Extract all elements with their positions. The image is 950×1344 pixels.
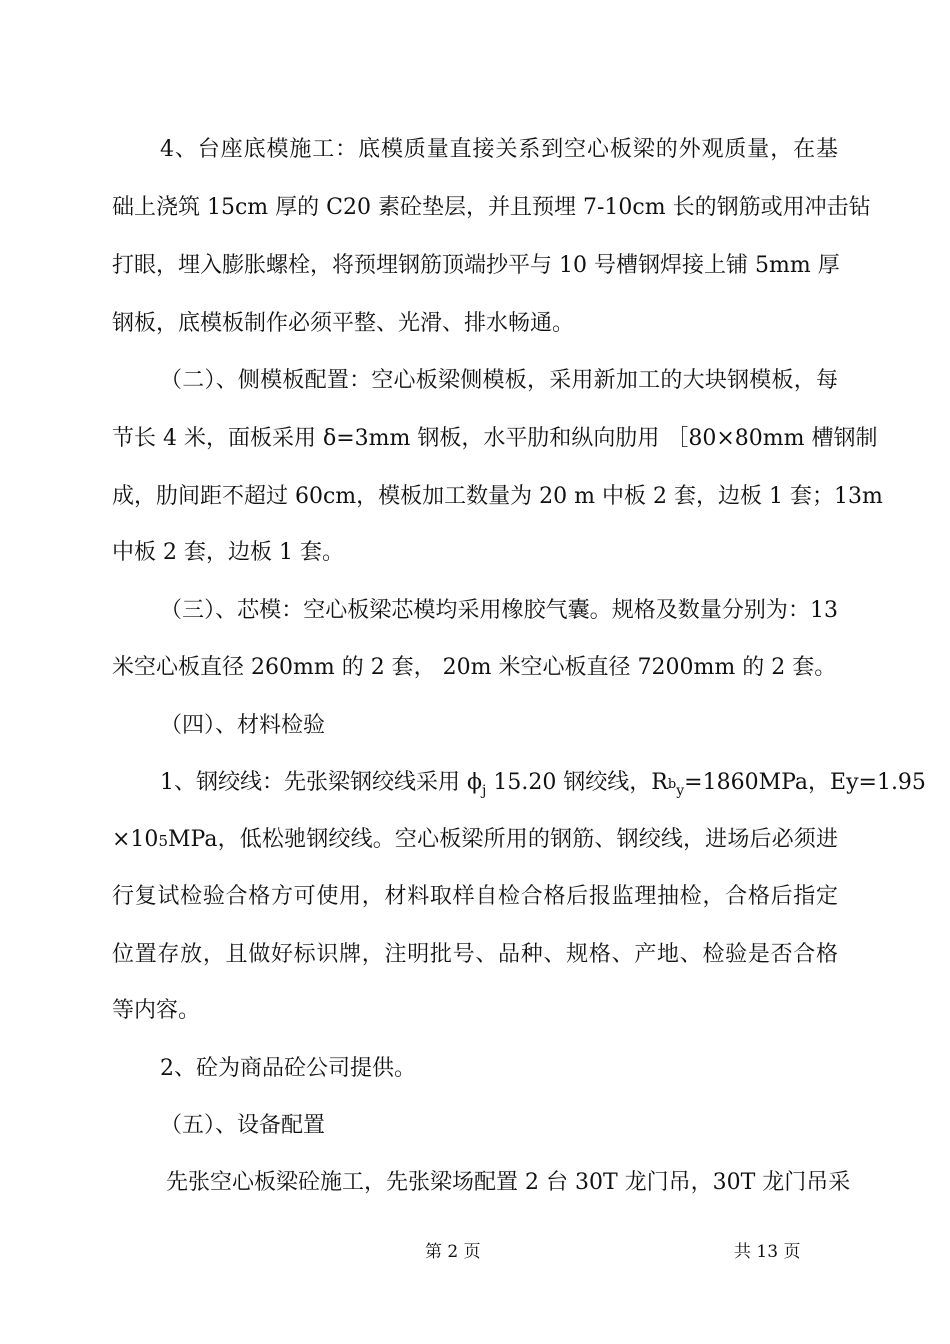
text-segment: =1860MPa，Ey=1.95 — [684, 770, 926, 795]
text-line: （三）、芯模：空心板梁芯模均采用橡胶气囊。规格及数量分别为：13 — [160, 598, 838, 623]
text-line: 打眼，埋入膨胀螺栓，将预埋钢筋顶端抄平与 10 号槽钢焊接上铺 5mm 厚 — [112, 253, 840, 278]
page-number: 第 2 页 — [425, 1242, 481, 1262]
section-heading: （四）、材料检验 — [160, 713, 326, 738]
section-heading: （五）、设备配置 — [160, 1113, 326, 1138]
text-line: 2、砼为商品砼公司提供。 — [160, 1056, 416, 1081]
text-line — [112, 825, 838, 856]
text-line — [160, 768, 926, 801]
superscript: 5 — [158, 832, 168, 850]
text-segment: ×10 — [112, 827, 159, 852]
text-line: （二）、侧模板配置：空心板梁侧模板，采用新加工的大块钢模板，每 — [160, 368, 838, 393]
text-line: 节长 4 米，面板采用 δ=3mm 钢板，水平肋和纵向肋用 ［80×80mm 槽钢制 — [112, 426, 878, 451]
text-line: 行复试检验合格方可使用，材料取样自检合格后报监理抽检，合格后指定 — [112, 884, 838, 909]
text-segment: MPa，低松驰钢绞线。空心板梁所用的钢筋、钢绞线，进场后必须进 — [167, 827, 838, 852]
text-line: 先张空心板梁砼施工，先张梁场配置 2 台 30T 龙门吊，30T 龙门吊采 — [166, 1170, 851, 1195]
text-line: 中板 2 套，边板 1 套。 — [112, 540, 344, 565]
text-line: 等内容。 — [112, 998, 201, 1023]
text-line: 成，肋间距不超过 60cm，模板加工数量为 20 m 中板 2 套，边板 1 套；13m — [112, 484, 883, 509]
subscript: j — [482, 783, 487, 799]
page-total: 共 13 页 — [734, 1242, 801, 1262]
subscript: y — [676, 783, 685, 799]
text-line: 米空心板直径 260mm 的 2 套， 20m 米空心板直径 7200mm 的 2 套。 — [112, 655, 837, 680]
text-line: 础上浇筑 15cm 厚的 C20 素砼垫层，并且预埋 7-10cm 长的钢筋或用冲击钻 — [112, 195, 871, 220]
text-line: 位置存放，且做好标识牌，注明批号、品种、规格、产地、检验是否合格 — [112, 942, 838, 967]
superscript: b — [667, 777, 677, 792]
text-segment: 15.20 钢绞线，R — [486, 770, 668, 795]
text-line: 4、台座底模施工：底模质量直接关系到空心板梁的外观质量，在基 — [160, 137, 838, 162]
text-segment: 1、钢绞线：先张梁钢绞线采用 ϕ — [160, 770, 482, 795]
text-line: 钢板，底模板制作必须平整、光滑、排水畅通。 — [112, 311, 575, 336]
